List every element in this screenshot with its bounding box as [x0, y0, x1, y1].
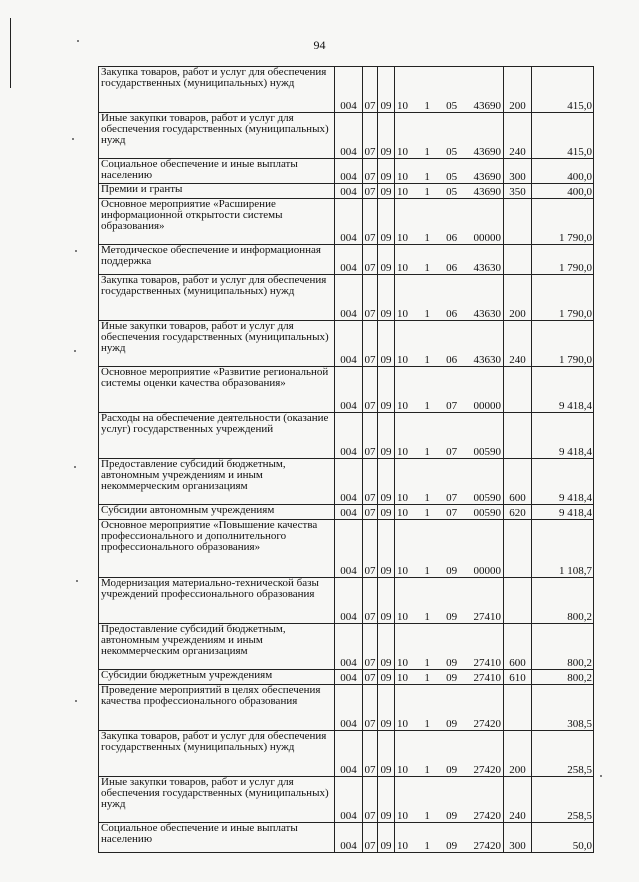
- expense-type-code: 200: [504, 275, 532, 321]
- direction-code: 27410: [473, 611, 501, 623]
- target-article-parts: [396, 147, 502, 158]
- target-article-parts: [396, 263, 502, 274]
- department-code: 004: [335, 199, 363, 245]
- department-code: 004: [335, 245, 363, 275]
- program-code: 10: [397, 810, 408, 822]
- expense-name: Закупка товаров, работ и услуг для обеспечения государственных (муниципальных) нужд: [99, 731, 335, 777]
- table-row: [99, 321, 594, 367]
- subsection-code: 09: [378, 685, 395, 731]
- amount: 800,2: [532, 578, 594, 624]
- department-code: 004: [335, 367, 363, 413]
- expense-name: Основное мероприятие «Повышение качества профессионального и дополнительного профессионального образования»: [99, 520, 335, 578]
- subsection-code: 09: [378, 578, 395, 624]
- expense-name: Закупка товаров, работ и услуг для обеспечения государственных (муниципальных) нужд: [99, 275, 335, 321]
- target-article-code: [395, 321, 504, 367]
- department-code: 004: [335, 159, 363, 184]
- target-article-parts: [396, 101, 502, 112]
- target-article-code: [395, 624, 504, 670]
- activity-code: 09: [446, 657, 458, 669]
- target-article-parts: [396, 493, 502, 504]
- activity-code: 09: [446, 565, 458, 577]
- program-code: 10: [397, 232, 408, 244]
- program-code: 10: [397, 186, 408, 198]
- direction-code: 27420: [473, 718, 501, 730]
- expense-type-code: [504, 685, 532, 731]
- subprogram-code: 1: [424, 186, 430, 198]
- direction-code: 27420: [473, 764, 501, 776]
- direction-code: 00000: [473, 232, 501, 244]
- activity-code: 07: [446, 400, 458, 412]
- program-code: 10: [397, 657, 408, 669]
- section-code: 07: [363, 670, 378, 685]
- program-code: 10: [397, 507, 408, 519]
- subsection-code: 09: [378, 823, 395, 853]
- program-code: 10: [397, 718, 408, 730]
- amount: 9 418,4: [532, 505, 594, 520]
- expense-name: Модернизация материально-технической базы учреждений профессионального образования: [99, 578, 335, 624]
- direction-code: 27420: [473, 840, 501, 852]
- scan-speck: [600, 775, 602, 777]
- direction-code: 43630: [473, 308, 501, 320]
- expense-type-code: [504, 199, 532, 245]
- activity-code: 07: [446, 507, 458, 519]
- expense-name: Закупка товаров, работ и услуг для обеспечения государственных (муниципальных) нужд: [99, 67, 335, 113]
- scan-speck: [74, 466, 76, 468]
- amount: 9 418,4: [532, 413, 594, 459]
- budget-table-body: [99, 67, 594, 853]
- direction-code: 27410: [473, 657, 501, 669]
- expense-type-code: [504, 367, 532, 413]
- target-article-code: [395, 159, 504, 184]
- section-code: 07: [363, 67, 378, 113]
- subsection-code: 09: [378, 159, 395, 184]
- expense-type-code: [504, 520, 532, 578]
- amount: 9 418,4: [532, 459, 594, 505]
- program-code: 10: [397, 400, 408, 412]
- subsection-code: 09: [378, 459, 395, 505]
- target-article-code: [395, 578, 504, 624]
- expense-type-code: 350: [504, 184, 532, 199]
- section-code: 07: [363, 245, 378, 275]
- department-code: 004: [335, 624, 363, 670]
- expense-name: Социальное обеспечение и иные выплаты населению: [99, 823, 335, 853]
- amount: 9 418,4: [532, 367, 594, 413]
- subprogram-code: 1: [424, 810, 430, 822]
- target-article-code: [395, 199, 504, 245]
- target-article-code: [395, 777, 504, 823]
- scan-speck: [75, 700, 77, 702]
- activity-code: 05: [446, 186, 458, 198]
- target-article-code: [395, 275, 504, 321]
- subsection-code: 09: [378, 777, 395, 823]
- subsection-code: 09: [378, 275, 395, 321]
- amount: 800,2: [532, 624, 594, 670]
- target-article-parts: [396, 309, 502, 320]
- section-code: 07: [363, 685, 378, 731]
- direction-code: 43690: [473, 171, 501, 183]
- subsection-code: 09: [378, 199, 395, 245]
- subprogram-code: 1: [424, 171, 430, 183]
- expense-type-code: [504, 578, 532, 624]
- direction-code: 43630: [473, 262, 501, 274]
- subsection-code: 09: [378, 413, 395, 459]
- amount: 400,0: [532, 184, 594, 199]
- section-code: 07: [363, 823, 378, 853]
- table-row: [99, 777, 594, 823]
- direction-code: 27420: [473, 810, 501, 822]
- activity-code: 05: [446, 171, 458, 183]
- subsection-code: 09: [378, 670, 395, 685]
- direction-code: 00000: [473, 400, 501, 412]
- expense-name: Субсидии автономным учреждениям: [99, 505, 335, 520]
- amount: 415,0: [532, 67, 594, 113]
- expense-type-code: 610: [504, 670, 532, 685]
- target-article-code: [395, 823, 504, 853]
- subprogram-code: 1: [424, 262, 430, 274]
- activity-code: 09: [446, 810, 458, 822]
- target-article-code: [395, 520, 504, 578]
- department-code: 004: [335, 113, 363, 159]
- target-article-code: [395, 113, 504, 159]
- subsection-code: 09: [378, 367, 395, 413]
- direction-code: 43690: [473, 146, 501, 158]
- subprogram-code: 1: [424, 764, 430, 776]
- amount: 1 790,0: [532, 275, 594, 321]
- target-article-code: [395, 184, 504, 199]
- scan-speck: [75, 250, 77, 252]
- subsection-code: 09: [378, 67, 395, 113]
- table-row: [99, 520, 594, 578]
- program-code: 10: [397, 565, 408, 577]
- target-article-code: [395, 731, 504, 777]
- subprogram-code: 1: [424, 232, 430, 244]
- table-row: [99, 367, 594, 413]
- department-code: 004: [335, 823, 363, 853]
- section-code: 07: [363, 199, 378, 245]
- subprogram-code: 1: [424, 718, 430, 730]
- subsection-code: 09: [378, 245, 395, 275]
- expense-type-code: 200: [504, 731, 532, 777]
- activity-code: 06: [446, 262, 458, 274]
- amount: 308,5: [532, 685, 594, 731]
- target-article-parts: [396, 612, 502, 623]
- target-article-parts: [396, 765, 502, 776]
- subprogram-code: 1: [424, 146, 430, 158]
- table-row: [99, 199, 594, 245]
- table-row: [99, 184, 594, 199]
- subsection-code: 09: [378, 184, 395, 199]
- target-article-code: [395, 413, 504, 459]
- activity-code: 09: [446, 764, 458, 776]
- activity-code: 05: [446, 146, 458, 158]
- table-row: [99, 113, 594, 159]
- department-code: 004: [335, 578, 363, 624]
- activity-code: 09: [446, 718, 458, 730]
- table-row: [99, 505, 594, 520]
- section-code: 07: [363, 459, 378, 505]
- target-article-code: [395, 685, 504, 731]
- expense-type-code: 240: [504, 113, 532, 159]
- target-article-parts: [396, 172, 502, 183]
- subprogram-code: 1: [424, 611, 430, 623]
- subprogram-code: 1: [424, 507, 430, 519]
- expense-name: Иные закупки товаров, работ и услуг для обеспечения государственных (муниципальных) нужд: [99, 113, 335, 159]
- expense-type-code: 300: [504, 159, 532, 184]
- subprogram-code: 1: [424, 446, 430, 458]
- scan-speck: [72, 138, 74, 140]
- subprogram-code: 1: [424, 840, 430, 852]
- budget-table: [98, 66, 594, 853]
- table-row: [99, 670, 594, 685]
- department-code: 004: [335, 459, 363, 505]
- subprogram-code: 1: [424, 400, 430, 412]
- section-code: 07: [363, 275, 378, 321]
- section-code: 07: [363, 159, 378, 184]
- subprogram-code: 1: [424, 354, 430, 366]
- target-article-parts: [396, 841, 502, 852]
- subprogram-code: 1: [424, 492, 430, 504]
- target-article-parts: [396, 447, 502, 458]
- target-article-code: [395, 505, 504, 520]
- program-code: 10: [397, 146, 408, 158]
- program-code: 10: [397, 308, 408, 320]
- amount: 1 108,7: [532, 520, 594, 578]
- amount: 258,5: [532, 731, 594, 777]
- expense-type-code: 300: [504, 823, 532, 853]
- direction-code: 43690: [473, 100, 501, 112]
- expense-name: Субсидии бюджетным учреждениям: [99, 670, 335, 685]
- target-article-parts: [396, 401, 502, 412]
- amount: 50,0: [532, 823, 594, 853]
- department-code: 004: [335, 67, 363, 113]
- target-article-parts: [396, 566, 502, 577]
- program-code: 10: [397, 840, 408, 852]
- section-code: 07: [363, 321, 378, 367]
- expense-name: Премии и гранты: [99, 184, 335, 199]
- subsection-code: 09: [378, 113, 395, 159]
- table-row: [99, 624, 594, 670]
- margin-line: [10, 18, 11, 88]
- subsection-code: 09: [378, 321, 395, 367]
- activity-code: 06: [446, 308, 458, 320]
- expense-type-code: 240: [504, 321, 532, 367]
- target-article-code: [395, 459, 504, 505]
- table-row: [99, 413, 594, 459]
- target-article-code: [395, 670, 504, 685]
- table-row: [99, 67, 594, 113]
- expense-type-code: 600: [504, 459, 532, 505]
- amount: 400,0: [532, 159, 594, 184]
- department-code: 004: [335, 321, 363, 367]
- program-code: 10: [397, 764, 408, 776]
- direction-code: 00590: [473, 492, 501, 504]
- expense-name: Предоставление субсидий бюджетным, автономным учреждениям и иным некоммерческим организациям: [99, 459, 335, 505]
- program-code: 10: [397, 446, 408, 458]
- direction-code: 43630: [473, 354, 501, 366]
- activity-code: 09: [446, 672, 458, 684]
- department-code: 004: [335, 520, 363, 578]
- direction-code: 00000: [473, 565, 501, 577]
- scan-speck: [74, 350, 76, 352]
- section-code: 07: [363, 367, 378, 413]
- expense-type-code: [504, 245, 532, 275]
- department-code: 004: [335, 731, 363, 777]
- scan-speck: [76, 580, 78, 582]
- department-code: 004: [335, 505, 363, 520]
- target-article-code: [395, 245, 504, 275]
- amount: 258,5: [532, 777, 594, 823]
- amount: 1 790,0: [532, 245, 594, 275]
- direction-code: 00590: [473, 446, 501, 458]
- program-code: 10: [397, 262, 408, 274]
- section-code: 07: [363, 184, 378, 199]
- section-code: 07: [363, 578, 378, 624]
- table-row: [99, 685, 594, 731]
- table-row: [99, 275, 594, 321]
- subprogram-code: 1: [424, 672, 430, 684]
- amount: 800,2: [532, 670, 594, 685]
- target-article-parts: [396, 811, 502, 822]
- subsection-code: 09: [378, 505, 395, 520]
- expense-name: Методическое обеспечение и информационная поддержка: [99, 245, 335, 275]
- target-article-parts: [396, 658, 502, 669]
- department-code: 004: [335, 777, 363, 823]
- expense-name: Проведение мероприятий в целях обеспечения качества профессионального образования: [99, 685, 335, 731]
- expense-type-code: 200: [504, 67, 532, 113]
- department-code: 004: [335, 184, 363, 199]
- subprogram-code: 1: [424, 308, 430, 320]
- section-code: 07: [363, 113, 378, 159]
- activity-code: 05: [446, 100, 458, 112]
- target-article-parts: [396, 187, 502, 198]
- expense-type-code: 240: [504, 777, 532, 823]
- section-code: 07: [363, 624, 378, 670]
- section-code: 07: [363, 505, 378, 520]
- department-code: 004: [335, 670, 363, 685]
- activity-code: 07: [446, 492, 458, 504]
- subprogram-code: 1: [424, 100, 430, 112]
- expense-name: Социальное обеспечение и иные выплаты населению: [99, 159, 335, 184]
- table-row: [99, 731, 594, 777]
- program-code: 10: [397, 171, 408, 183]
- section-code: 07: [363, 413, 378, 459]
- section-code: 07: [363, 777, 378, 823]
- section-code: 07: [363, 520, 378, 578]
- activity-code: 06: [446, 354, 458, 366]
- target-article-parts: [396, 508, 502, 519]
- expense-name: Иные закупки товаров, работ и услуг для обеспечения государственных (муниципальных) нужд: [99, 321, 335, 367]
- target-article-code: [395, 367, 504, 413]
- target-article-parts: [396, 719, 502, 730]
- expense-type-code: 600: [504, 624, 532, 670]
- target-article-parts: [396, 355, 502, 366]
- expense-name: Основное мероприятие «Расширение информационной открытости системы образования»: [99, 199, 335, 245]
- department-code: 004: [335, 413, 363, 459]
- program-code: 10: [397, 672, 408, 684]
- amount: 415,0: [532, 113, 594, 159]
- expense-name: Иные закупки товаров, работ и услуг для обеспечения государственных (муниципальных) нужд: [99, 777, 335, 823]
- subprogram-code: 1: [424, 657, 430, 669]
- subprogram-code: 1: [424, 565, 430, 577]
- subsection-code: 09: [378, 520, 395, 578]
- target-article-code: [395, 67, 504, 113]
- table-row: [99, 823, 594, 853]
- subsection-code: 09: [378, 624, 395, 670]
- activity-code: 06: [446, 232, 458, 244]
- expense-name: Основное мероприятие «Развитие региональной системы оценки качества образования»: [99, 367, 335, 413]
- department-code: 004: [335, 685, 363, 731]
- direction-code: 43690: [473, 186, 501, 198]
- expense-name: Расходы на обеспечение деятельности (оказание услуг) государственных учреждений: [99, 413, 335, 459]
- program-code: 10: [397, 492, 408, 504]
- activity-code: 07: [446, 446, 458, 458]
- expense-name: Предоставление субсидий бюджетным, автономным учреждениям и иным некоммерческим организациям: [99, 624, 335, 670]
- activity-code: 09: [446, 840, 458, 852]
- target-article-parts: [396, 673, 502, 684]
- table-row: [99, 459, 594, 505]
- expense-type-code: 620: [504, 505, 532, 520]
- department-code: 004: [335, 275, 363, 321]
- table-row: [99, 245, 594, 275]
- section-code: 07: [363, 731, 378, 777]
- table-row: [99, 159, 594, 184]
- amount: 1 790,0: [532, 321, 594, 367]
- program-code: 10: [397, 100, 408, 112]
- table-row: [99, 578, 594, 624]
- subsection-code: 09: [378, 731, 395, 777]
- page-number: 94: [313, 38, 326, 52]
- program-code: 10: [397, 354, 408, 366]
- direction-code: 27410: [473, 672, 501, 684]
- target-article-parts: [396, 233, 502, 244]
- activity-code: 09: [446, 611, 458, 623]
- direction-code: 00590: [473, 507, 501, 519]
- amount: 1 790,0: [532, 199, 594, 245]
- program-code: 10: [397, 611, 408, 623]
- expense-type-code: [504, 413, 532, 459]
